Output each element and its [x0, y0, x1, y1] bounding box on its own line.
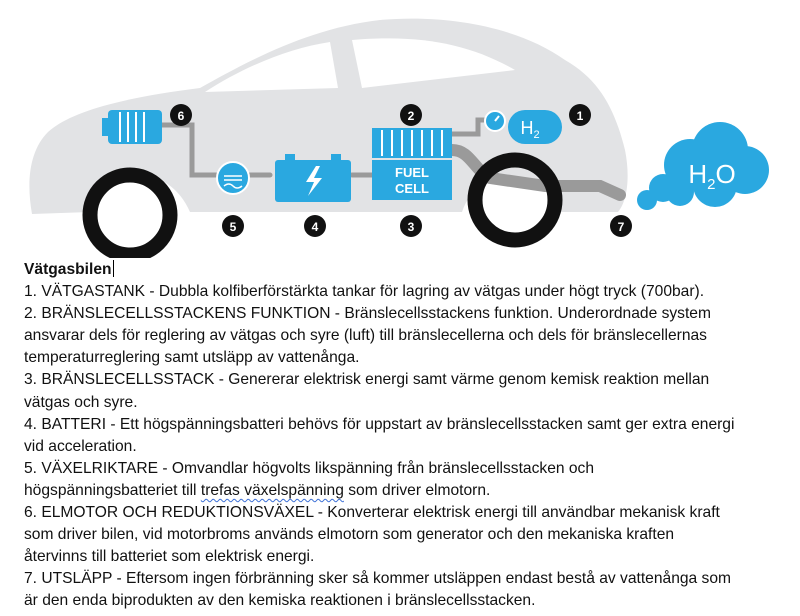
rear-wheel: [90, 175, 170, 255]
h2-label: $H_2$: [520, 118, 540, 141]
list-item-6-line3: återvinns till batteriet som elektrisk energi.: [24, 548, 315, 566]
list-item-4-line1: 4. BATTERI - Ett högspänningsbatteri behövs för uppstart av bränslecellsstacken samt ger extra energi: [24, 415, 735, 433]
marker-7: [610, 215, 632, 237]
list-item-5-line1: 5. VÄXELRIKTARE - Omvandlar högvolts likspänning från bränslecellsstacken och: [24, 459, 595, 477]
marker-1: [569, 104, 591, 126]
fuel-cell-stack: [372, 128, 452, 200]
svg-text:3: 3: [407, 220, 415, 234]
electric-motor: [102, 110, 162, 144]
list-item-3-line1: 3. BRÄNSLECELLSSTACK - Genererar elektrisk energi samt värme genom kemisk reaktion mellan: [24, 371, 710, 389]
document-title: Vätgasbilen: [24, 261, 112, 278]
marker-2: [400, 104, 422, 126]
list-item-5-line2: högspänningsbatteriet till trefas växelspänning som driver elmotorn.: [24, 481, 491, 499]
fuel-cell-label-line1: FUEL: [395, 165, 429, 180]
svg-text:2: 2: [407, 109, 415, 123]
list-item-7-line1: 7. UTSLÄPP - Eftersom ingen förbränning sker så kommer utsläppen endast bestå av vattenånga som: [24, 570, 732, 588]
svg-text:6: 6: [177, 109, 185, 123]
text-cursor: [113, 260, 114, 277]
spellcheck-flagged-text[interactable]: trefas växelspänning: [200, 481, 344, 499]
rear-window: [205, 42, 338, 92]
fuel-cell-label-line2: CELL: [395, 181, 429, 196]
list-item-4-line2: vid acceleration.: [24, 437, 137, 455]
svg-text:5: 5: [229, 220, 237, 234]
list-item-2-line2: ansvarar dels för reglering av vätgas och syre (luft) till bränslecellerna och dels för bränslecellernas: [24, 327, 707, 345]
water-vapor-cloud: [637, 122, 769, 210]
marker-6: [170, 104, 192, 126]
list-item-2-line1: 2. BRÄNSLECELLSSTACKENS FUNKTION - Bränslecellsstackens funktion. Underordnade system: [24, 305, 711, 323]
svg-text:7: 7: [617, 220, 625, 234]
list-item-2-line3: temperaturreglering samt utsläpp av vattenånga.: [24, 349, 360, 367]
inverter: [217, 162, 249, 194]
list-item-6-line1: 6. ELMOTOR OCH REDUKTIONSVÄXEL - Konverterar elektrisk energi till användbar mekanisk kraft: [24, 504, 720, 522]
list-item-3-line2: vätgas och syre.: [24, 393, 138, 411]
marker-4: [304, 215, 326, 237]
marker-5: [222, 215, 244, 237]
list-item-7-line2: är den enda biprodukten av den kemiska reaktionen i bränslecellsstacken.: [24, 592, 536, 610]
marker-3: [400, 215, 422, 237]
fuel-cell-car-diagram: [0, 0, 800, 258]
list-item-1: 1. VÄTGASTANK - Dubbla kolfiberförstärkta tankar för lagring av vätgas under högt tryck (700bar).: [24, 283, 705, 301]
h2o-label: $H_2O$: [688, 159, 736, 193]
list-item-6-line2: som driver bilen, vid motorbroms används elmotorn som generator och den mekaniska kraften: [24, 526, 675, 544]
svg-text:1: 1: [576, 109, 584, 123]
battery: [275, 154, 351, 202]
document-body[interactable]: [24, 259, 794, 613]
svg-text:4: 4: [311, 220, 319, 234]
